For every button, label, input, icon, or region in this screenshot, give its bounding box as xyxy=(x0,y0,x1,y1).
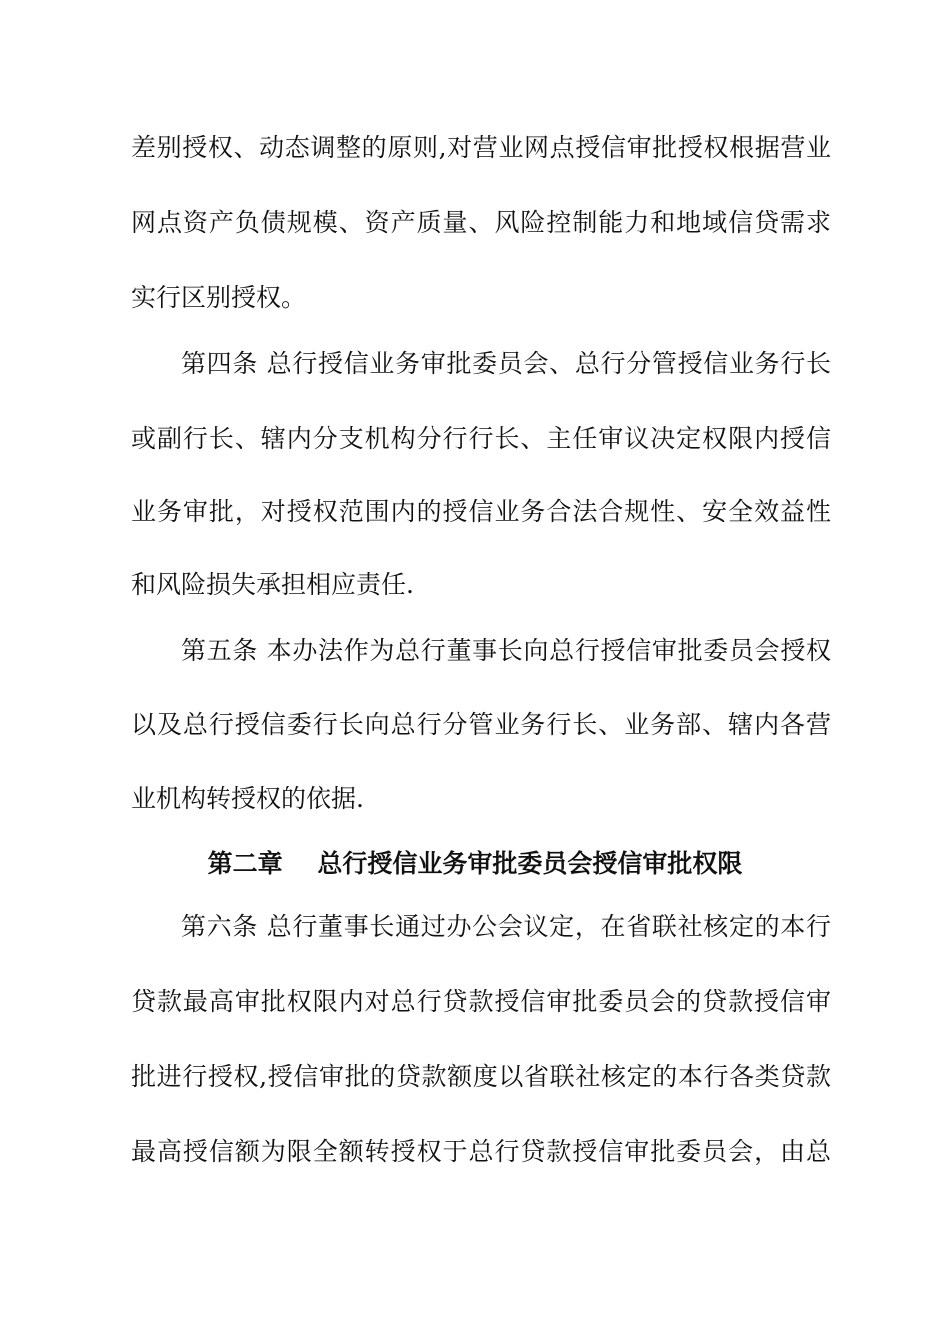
paragraph-line: 实行区别授权。 xyxy=(131,283,307,312)
article-4-first-line: 第四条 总行授信业务审批委员会、总行分管授信业务行长 xyxy=(181,349,831,378)
paragraph-line: 或副行长、辖内分支机构分行行长、主任审议决定权限内授信 xyxy=(131,424,831,453)
article-6-first-line: 第六条 总行董事长通过办公会议定，在省联社核定的本行 xyxy=(181,912,831,941)
paragraph-line: 批进行授权,授信审批的贷款额度以省联社核定的本行各类贷款 xyxy=(131,1062,831,1091)
paragraph-line: 以及总行授信委行长向总行分管业务行长、业务部、辖内各营 xyxy=(131,710,831,739)
paragraph-line: 差别授权、动态调整的原则,对营业网点授信审批授权根据营业 xyxy=(131,133,831,162)
paragraph-line: 最高授信额为限全额转授权于总行贷款授信审批委员会，由总 xyxy=(131,1137,831,1166)
paragraph-line: 业务审批，对授权范围内的授信业务合法合规性、安全效益性 xyxy=(131,497,831,526)
paragraph-line: 网点资产负债规模、资产质量、风险控制能力和地域信贷需求 xyxy=(131,208,831,237)
paragraph-line: 业机构转授权的依据. xyxy=(131,784,364,813)
paragraph-line: 和风险损失承担相应责任. xyxy=(131,570,414,599)
paragraph-line: 贷款最高审批权限内对总行贷款授信审批委员会的贷款授信审 xyxy=(131,987,831,1016)
article-5-first-line: 第五条 本办法作为总行董事长向总行授信审批委员会授权 xyxy=(181,636,831,665)
chapter-heading: 第二章 总行授信业务审批委员会授信审批权限 xyxy=(207,849,743,878)
